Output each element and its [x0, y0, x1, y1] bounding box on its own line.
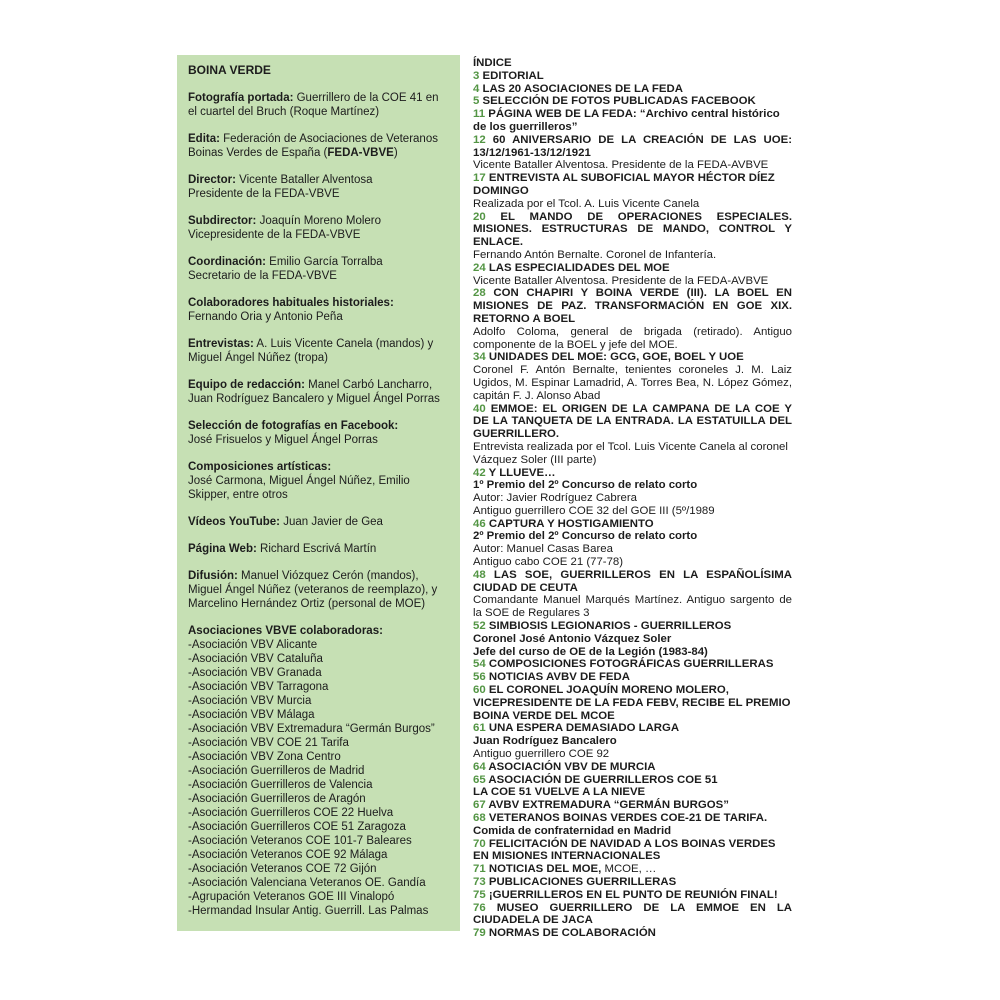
credit-paragraph — [188, 91, 450, 119]
association-item: -Asociación VBV Tarragona — [188, 681, 329, 693]
index-title: ÍNDICE — [473, 57, 512, 69]
text-segment: Autor: Javier Rodríguez Cabrera — [473, 492, 637, 505]
text-segment: Antiguo cabo COE 21 (77-78) — [473, 556, 624, 569]
text-segment: UNIDADES DEL MOE: GCG, GOE, BOEL Y UOE — [488, 351, 744, 364]
text-segment: Difusión: — [188, 570, 238, 582]
page-number: 24 — [473, 261, 489, 274]
text-segment: Fernando Oria y Antonio Peña — [188, 311, 343, 323]
credit-paragraph — [188, 515, 450, 529]
text-segment: Comandante Manuel Marqués Martínez. Antiguo sargento de la SOE de Regulares 3 — [473, 594, 792, 620]
text-segment: EMMOE: EL ORIGEN DE LA CAMPANA DE LA COE Y DE LA TANQUETA DE LA ENTRADA. LA ESTATUILLA DEL GUERRILLERO. — [473, 402, 793, 441]
credit-paragraph — [188, 569, 450, 611]
page-number: 79 — [473, 927, 489, 940]
page-number: 65 — [473, 773, 489, 786]
text-segment: LAS SOE, GUERRILLEROS EN LA ESPAÑOLÍSIMA CIUDAD DE CEUTA — [473, 568, 792, 594]
index-entry — [473, 889, 792, 902]
credit-paragraph — [188, 132, 450, 160]
text-segment: Fernando Antón Bernalte. Coronel de Infantería. — [473, 248, 717, 261]
entry-subline — [473, 492, 792, 505]
association-item: -Hermandad Insular Antig. Guerrill. Las Palmas — [188, 905, 429, 917]
entry-subline — [473, 159, 792, 172]
text-segment: CON CHAPIRI Y BOINA VERDE (III). LA BOEL EN MISIONES DE PAZ. TRANSFORMACIÓN EN GOE XIX. RETORNO A BOEL — [473, 287, 792, 325]
text-segment: José Frisuelos y Miguel Ángel Porras — [188, 434, 378, 446]
page-number: 20 — [473, 210, 501, 223]
text-segment: EDITORIAL — [482, 69, 544, 82]
text-segment: Vicepresidente de la FEDA-VBVE — [188, 229, 361, 241]
text-segment: Subdirector: — [188, 215, 257, 227]
text-segment: Página Web: — [188, 543, 257, 555]
text-segment: PÁGINA WEB DE LA FEDA: “Archivo central histórico de los guerrilleros” — [473, 108, 780, 133]
text-segment: Vídeos YouTube: — [188, 516, 281, 528]
entry-subline — [473, 530, 792, 543]
index-entry — [473, 620, 792, 633]
associations-list — [188, 638, 450, 918]
page-number: 40 — [473, 402, 491, 415]
index-entry — [473, 799, 792, 812]
magazine-title: BOINA VERDE — [188, 63, 271, 77]
text-segment: MCOE, … — [604, 863, 657, 876]
association-item: -Asociación Veteranos COE 92 Málaga — [188, 849, 388, 861]
entry-subline — [473, 198, 792, 211]
association-item: -Asociación VBV Cataluña — [188, 653, 323, 665]
text-segment: ¡GUERRILLEROS EN EL PUNTO DE REUNIÓN FINAL! — [488, 888, 778, 901]
page-number: 67 — [473, 799, 489, 812]
index-entry — [473, 863, 792, 876]
index-entry — [473, 403, 792, 441]
association-item: -Asociación Veteranos COE 101-7 Baleares — [188, 835, 412, 847]
association-item: -Agrupación Veteranos GOE III Vinalopó — [188, 891, 395, 903]
association-item: -Asociación Guerrilleros de Madrid — [188, 765, 365, 777]
text-segment: Vicente Bataller Alventosa. Presidente de la FEDA-AVBVE — [473, 159, 769, 172]
credit-paragraph — [188, 337, 450, 365]
text-segment: PUBLICACIONES GUERRILLERAS — [488, 876, 677, 888]
page-number: 68 — [473, 812, 489, 825]
text-segment: Equipo de redacción: — [188, 379, 305, 391]
text-segment: FEDA-VBVE — [327, 147, 394, 159]
entry-subline — [473, 594, 792, 620]
page-number: 12 — [473, 133, 493, 146]
page-number: 71 — [473, 863, 489, 876]
association-item: -Asociación VBV Zona Centro — [188, 751, 341, 763]
text-segment: Autor: Manuel Casas Barea — [473, 543, 613, 556]
text-segment: Realizada por el Tcol. A. Luis Vicente Canela — [473, 197, 700, 210]
index-entry — [473, 262, 792, 275]
index-entry — [473, 876, 792, 889]
text-segment: Federación de Asociaciones de Veteranos Boinas Verdes de España ( — [188, 133, 438, 159]
text-segment: Manel Carbó Lancharro, Juan Rodríguez Bancalero y Miguel Ángel Porras — [188, 379, 440, 405]
credit-paragraph — [188, 419, 450, 447]
text-segment: Richard Escrivá Martín — [256, 543, 377, 555]
text-segment: Colaboradores habituales historiales: — [188, 297, 394, 309]
text-segment: FELICITACIÓN DE NAVIDAD A LOS BOINAS VERDES EN MISIONES INTERNACIONALES — [473, 837, 776, 863]
page-number: 11 — [473, 108, 489, 121]
entry-subline — [473, 825, 792, 838]
credit-paragraph — [188, 378, 450, 406]
page-number: 75 — [473, 888, 489, 901]
text-segment: Edita: — [188, 133, 220, 145]
text-segment: ) — [393, 147, 398, 159]
association-item: -Asociación Guerrilleros COE 51 Zaragoza — [188, 821, 406, 833]
entry-subline — [473, 543, 792, 556]
index-entry — [473, 812, 792, 825]
text-segment: Comida de confraternidad en Madrid — [473, 824, 672, 837]
index-entries — [473, 70, 792, 940]
entry-subline — [473, 479, 792, 492]
entry-subline — [473, 786, 792, 799]
page-number: 48 — [473, 568, 494, 581]
index-entry — [473, 518, 792, 531]
text-segment: José Carmona, Miguel Ángel Núñez, Emilio Skipper, entre otros — [188, 475, 410, 501]
index-entry — [473, 70, 792, 83]
credit-paragraph — [188, 460, 450, 502]
text-segment: Joaquín Moreno Molero — [256, 215, 382, 227]
magazine-credits-index-page — [177, 55, 792, 940]
index-entry — [473, 722, 792, 735]
index-entry — [473, 671, 792, 684]
text-segment: Vicente Bataller Alventosa. Presidente de la FEDA-AVBVE — [473, 274, 769, 287]
text-segment: Manuel Viózquez Cerón (mandos), Miguel Ángel Núñez (veteranos de reemplazo), y Marcelino Hernández Ortiz (personal de MOE) — [188, 570, 438, 610]
text-segment: Juan Javier de Gea — [280, 516, 383, 528]
text-segment: Fotografía portada: — [188, 92, 294, 104]
text-segment: Coronel José Antonio Vázquez Soler — [473, 632, 672, 645]
text-segment: Antiguo guerrillero COE 32 del GOE III (5º/1989 — [473, 504, 715, 517]
page-number: 17 — [473, 172, 489, 185]
text-segment: Asociaciones VBVE colaboradoras: — [188, 625, 383, 637]
page-number: 73 — [473, 876, 489, 888]
association-item: -Asociación VBV Alicante — [188, 639, 318, 651]
text-segment: Director: — [188, 174, 236, 186]
text-segment: MUSEO GUERRILLERO DE LA EMMOE EN LA CIUDADELA DE JACA — [473, 901, 793, 927]
association-item: -Asociación Valenciana Veteranos OE. Gandía — [188, 877, 426, 889]
index-entry — [473, 351, 792, 364]
page-number: 3 — [473, 69, 483, 82]
page-number: 54 — [473, 658, 489, 671]
entry-subline — [473, 364, 792, 402]
credits-paragraphs — [188, 91, 450, 638]
text-segment: Entrevista realizada por el Tcol. Luis Vicente Canela al coronel Vázquez Soler (III parte) — [473, 440, 788, 466]
page-number: 76 — [473, 901, 497, 914]
text-segment: LA COE 51 VUELVE A LA NIEVE — [473, 786, 646, 799]
text-segment: A. Luis Vicente Canela (mandos) y Miguel Ángel Núñez (tropa) — [188, 338, 434, 364]
page-number: 61 — [473, 722, 489, 735]
entry-subline — [473, 735, 792, 748]
page-number: 64 — [473, 760, 489, 773]
text-segment: COMPOSICIONES FOTOGRÁFICAS GUERRILLERAS — [488, 658, 774, 671]
text-segment: NORMAS DE COLABORACIÓN — [488, 927, 656, 940]
index-entry — [473, 684, 792, 722]
entry-subline — [473, 505, 792, 518]
text-segment: NOTICIAS AVBV DE FEDA — [488, 671, 630, 684]
text-segment: Y LLUEVE… — [488, 466, 556, 479]
page-number: 4 — [473, 82, 483, 95]
text-segment: Presidente de la FEDA-VBVE — [188, 188, 340, 200]
entry-subline — [473, 748, 792, 761]
association-item: -Asociación VBV Granada — [188, 667, 322, 679]
text-segment: AVBV EXTREMADURA “GERMÁN BURGOS” — [488, 799, 729, 812]
index-entry — [473, 211, 792, 249]
credit-paragraph — [188, 173, 450, 201]
credits-panel — [177, 55, 460, 931]
text-segment: Selección de fotografías en Facebook: — [188, 420, 399, 432]
index-entry — [473, 838, 792, 864]
page-number: 56 — [473, 671, 489, 684]
entry-subline — [473, 441, 792, 467]
credit-paragraph — [188, 296, 450, 324]
index-entry — [473, 467, 792, 480]
text-segment: NOTICIAS DEL MOE, — [488, 863, 605, 876]
association-item: -Asociación VBV Málaga — [188, 709, 315, 721]
entry-subline — [473, 275, 792, 288]
page-number: 34 — [473, 351, 489, 364]
text-segment: Vicente Bataller Alventosa — [235, 174, 373, 186]
text-segment: Entrevistas: — [188, 338, 254, 350]
index-entry — [473, 108, 792, 134]
index-entry — [473, 569, 792, 595]
index-entry — [473, 902, 792, 928]
association-item: -Asociación VBV COE 21 Tarifa — [188, 737, 349, 749]
association-item: -Asociación Veteranos COE 72 Gijón — [188, 863, 377, 875]
entry-subline — [473, 556, 792, 569]
page-number: 52 — [473, 620, 489, 633]
text-segment: 1º Premio del 2º Concurso de relato corto — [473, 479, 698, 492]
text-segment: VETERANOS BOINAS VERDES COE-21 DE TARIFA. — [488, 812, 768, 825]
index-entry — [473, 658, 792, 671]
association-item: -Asociación Guerrilleros de Valencia — [188, 779, 373, 791]
text-segment: CAPTURA Y HOSTIGAMIENTO — [488, 517, 654, 530]
index-entry — [473, 83, 792, 96]
page-number: 42 — [473, 466, 489, 479]
index-entry — [473, 172, 792, 198]
text-segment: 60 ANIVERSARIO DE LA CREACIÓN DE LAS UOE: 13/12/1961-13/12/1921 — [473, 133, 792, 159]
text-segment: SELECCIÓN DE FOTOS PUBLICADAS FACEBOOK — [482, 95, 756, 108]
entry-subline — [473, 326, 792, 352]
credit-paragraph — [188, 255, 450, 283]
index-column — [473, 55, 792, 940]
text-segment: Composiciones artísticas: — [188, 461, 332, 473]
index-entry — [473, 287, 792, 325]
credit-paragraph — [188, 542, 450, 556]
text-segment: Coronel F. Antón Bernalte, tenientes coroneles J. M. Laiz Ugidos, M. Espinar Lamadrid, A. Torres Bea, N. López Gómez, capitán F. J. Alonso Abad — [473, 364, 792, 402]
text-segment: ASOCIACIÓN VBV DE MURCIA — [488, 760, 656, 773]
entry-subline — [473, 633, 792, 646]
association-item: -Asociación Guerrilleros de Aragón — [188, 793, 366, 805]
text-segment: Jefe del curso de OE de la Legión (1983-84) — [473, 645, 708, 658]
text-segment: ASOCIACIÓN DE GUERRILLEROS COE 51 — [488, 773, 718, 786]
text-segment: LAS 20 ASOCIACIONES DE LA FEDA — [482, 82, 683, 95]
index-entry — [473, 95, 792, 108]
text-segment: Guerrillero de la COE 41 en el cuartel del Bruch (Roque Martínez) — [188, 92, 439, 118]
entry-subline — [473, 249, 792, 262]
page-number: 60 — [473, 684, 489, 697]
text-segment: 2º Premio del 2º Concurso de relato corto — [473, 530, 698, 543]
credit-paragraph — [188, 624, 450, 638]
association-item: -Asociación VBV Extremadura “Germán Burgos” — [188, 723, 435, 735]
entry-subline — [473, 646, 792, 659]
text-segment: SIMBIOSIS LEGIONARIOS - GUERRILLEROS — [488, 620, 732, 633]
text-segment: UNA ESPERA DEMASIADO LARGA — [488, 722, 680, 735]
index-entry — [473, 134, 792, 160]
text-segment: Secretario de la FEDA-VBVE — [188, 270, 337, 282]
index-entry — [473, 761, 792, 774]
text-segment: Coordinación: — [188, 256, 266, 268]
index-entry — [473, 927, 792, 940]
text-segment: Adolfo Coloma, general de brigada (retirado). Antiguo componente de la BOEL y jefe del MOE. — [473, 325, 792, 351]
text-segment: LAS ESPECIALIDADES DEL MOE — [488, 261, 670, 274]
page-number: 70 — [473, 837, 489, 850]
page-number: 46 — [473, 517, 489, 530]
association-item: -Asociación Guerrilleros COE 22 Huelva — [188, 807, 394, 819]
index-entry — [473, 774, 792, 787]
page-number: 28 — [473, 287, 494, 300]
text-segment: EL CORONEL JOAQUÍN MORENO MOLERO, VICEPRESIDENTE DE LA FEDA FEBV, RECIBE EL PREMIO BOINA VERDE DEL MCOE — [473, 684, 791, 722]
credit-paragraph — [188, 214, 450, 242]
association-item: -Asociación VBV Murcia — [188, 695, 312, 707]
text-segment: ENTREVISTA AL SUBOFICIAL MAYOR HÉCTOR DÍEZ DOMINGO — [473, 172, 775, 197]
page-number: 5 — [473, 95, 483, 108]
text-segment: Juan Rodríguez Bancalero — [473, 735, 617, 748]
text-segment: Emilio García Torralba — [265, 256, 383, 268]
text-segment: EL MANDO DE OPERACIONES ESPECIALES. MISIONES. ESTRUCTURAS DE MANDO, CONTROL Y ENLACE. — [473, 210, 792, 249]
text-segment: Antiguo guerrillero COE 92 — [473, 748, 610, 761]
